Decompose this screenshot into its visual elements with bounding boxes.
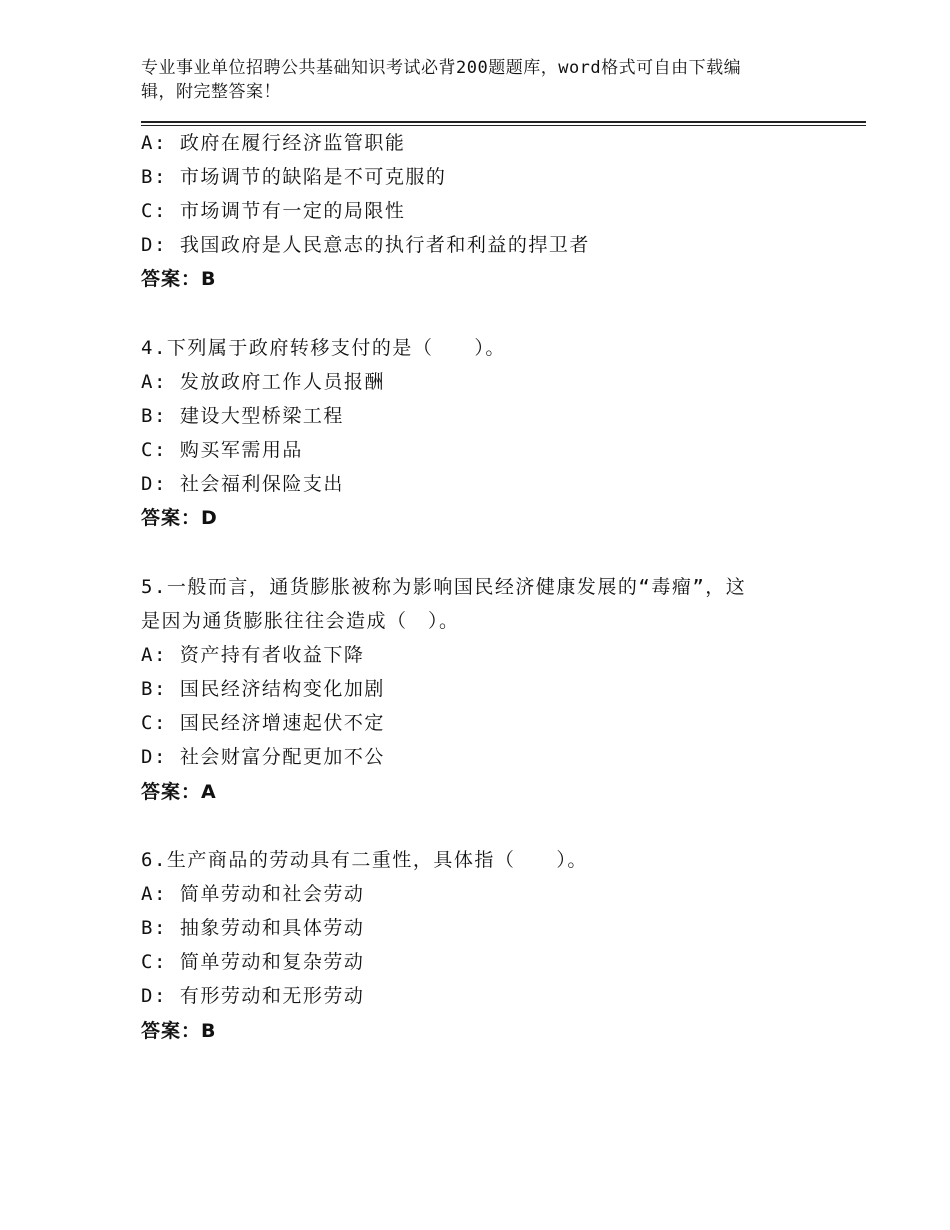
q3-option-d: D: 我国政府是人民意志的执行者和利益的捍卫者 <box>141 234 590 256</box>
q6-option-a: A: 简单劳动和社会劳动 <box>141 883 365 905</box>
q4-option-d: D: 社会福利保险支出 <box>141 473 344 495</box>
q6-answer: 答案：B <box>141 1020 217 1042</box>
q3-option-c: C: 市场调节有一定的局限性 <box>141 200 406 222</box>
q5-stem-line-2: 是因为通货膨胀往往会造成（ ）。 <box>141 610 460 632</box>
q5-option-a: A: 资产持有者收益下降 <box>141 644 365 666</box>
header-line-2: 辑，附完整答案！ <box>141 82 281 102</box>
q6-option-d: D: 有形劳动和无形劳动 <box>141 985 365 1007</box>
q3-answer: 答案：B <box>141 268 217 290</box>
header-divider-thin <box>141 125 866 126</box>
q4-option-b: B: 建设大型桥梁工程 <box>141 405 344 427</box>
header-divider-thick <box>141 121 866 123</box>
q4-stem: 4.下列属于政府转移支付的是（ ）。 <box>141 337 506 359</box>
header-line-1: 专业事业单位招聘公共基础知识考试必背200题题库，word格式可自由下载编 <box>141 58 742 78</box>
q3-option-a: A: 政府在履行经济监管职能 <box>141 132 406 154</box>
q5-option-c: C: 国民经济增速起伏不定 <box>141 712 385 734</box>
q4-answer: 答案：D <box>141 507 218 529</box>
document-header <box>141 56 801 104</box>
q5-answer: 答案：A <box>141 781 217 803</box>
q5-stem-line-1: 5.一般而言，通货膨胀被称为影响国民经济健康发展的“毒瘤”，这 <box>141 576 747 598</box>
q6-option-c: C: 简单劳动和复杂劳动 <box>141 951 365 973</box>
q6-option-b: B: 抽象劳动和具体劳动 <box>141 917 365 939</box>
q4-option-c: C: 购买军需用品 <box>141 439 303 461</box>
q6-stem: 6.生产商品的劳动具有二重性，具体指（ ）。 <box>141 849 588 871</box>
q3-option-b: B: 市场调节的缺陷是不可克服的 <box>141 166 447 188</box>
q5-option-b: B: 国民经济结构变化加剧 <box>141 678 385 700</box>
q4-option-a: A: 发放政府工作人员报酬 <box>141 371 385 393</box>
q5-option-d: D: 社会财富分配更加不公 <box>141 746 385 768</box>
